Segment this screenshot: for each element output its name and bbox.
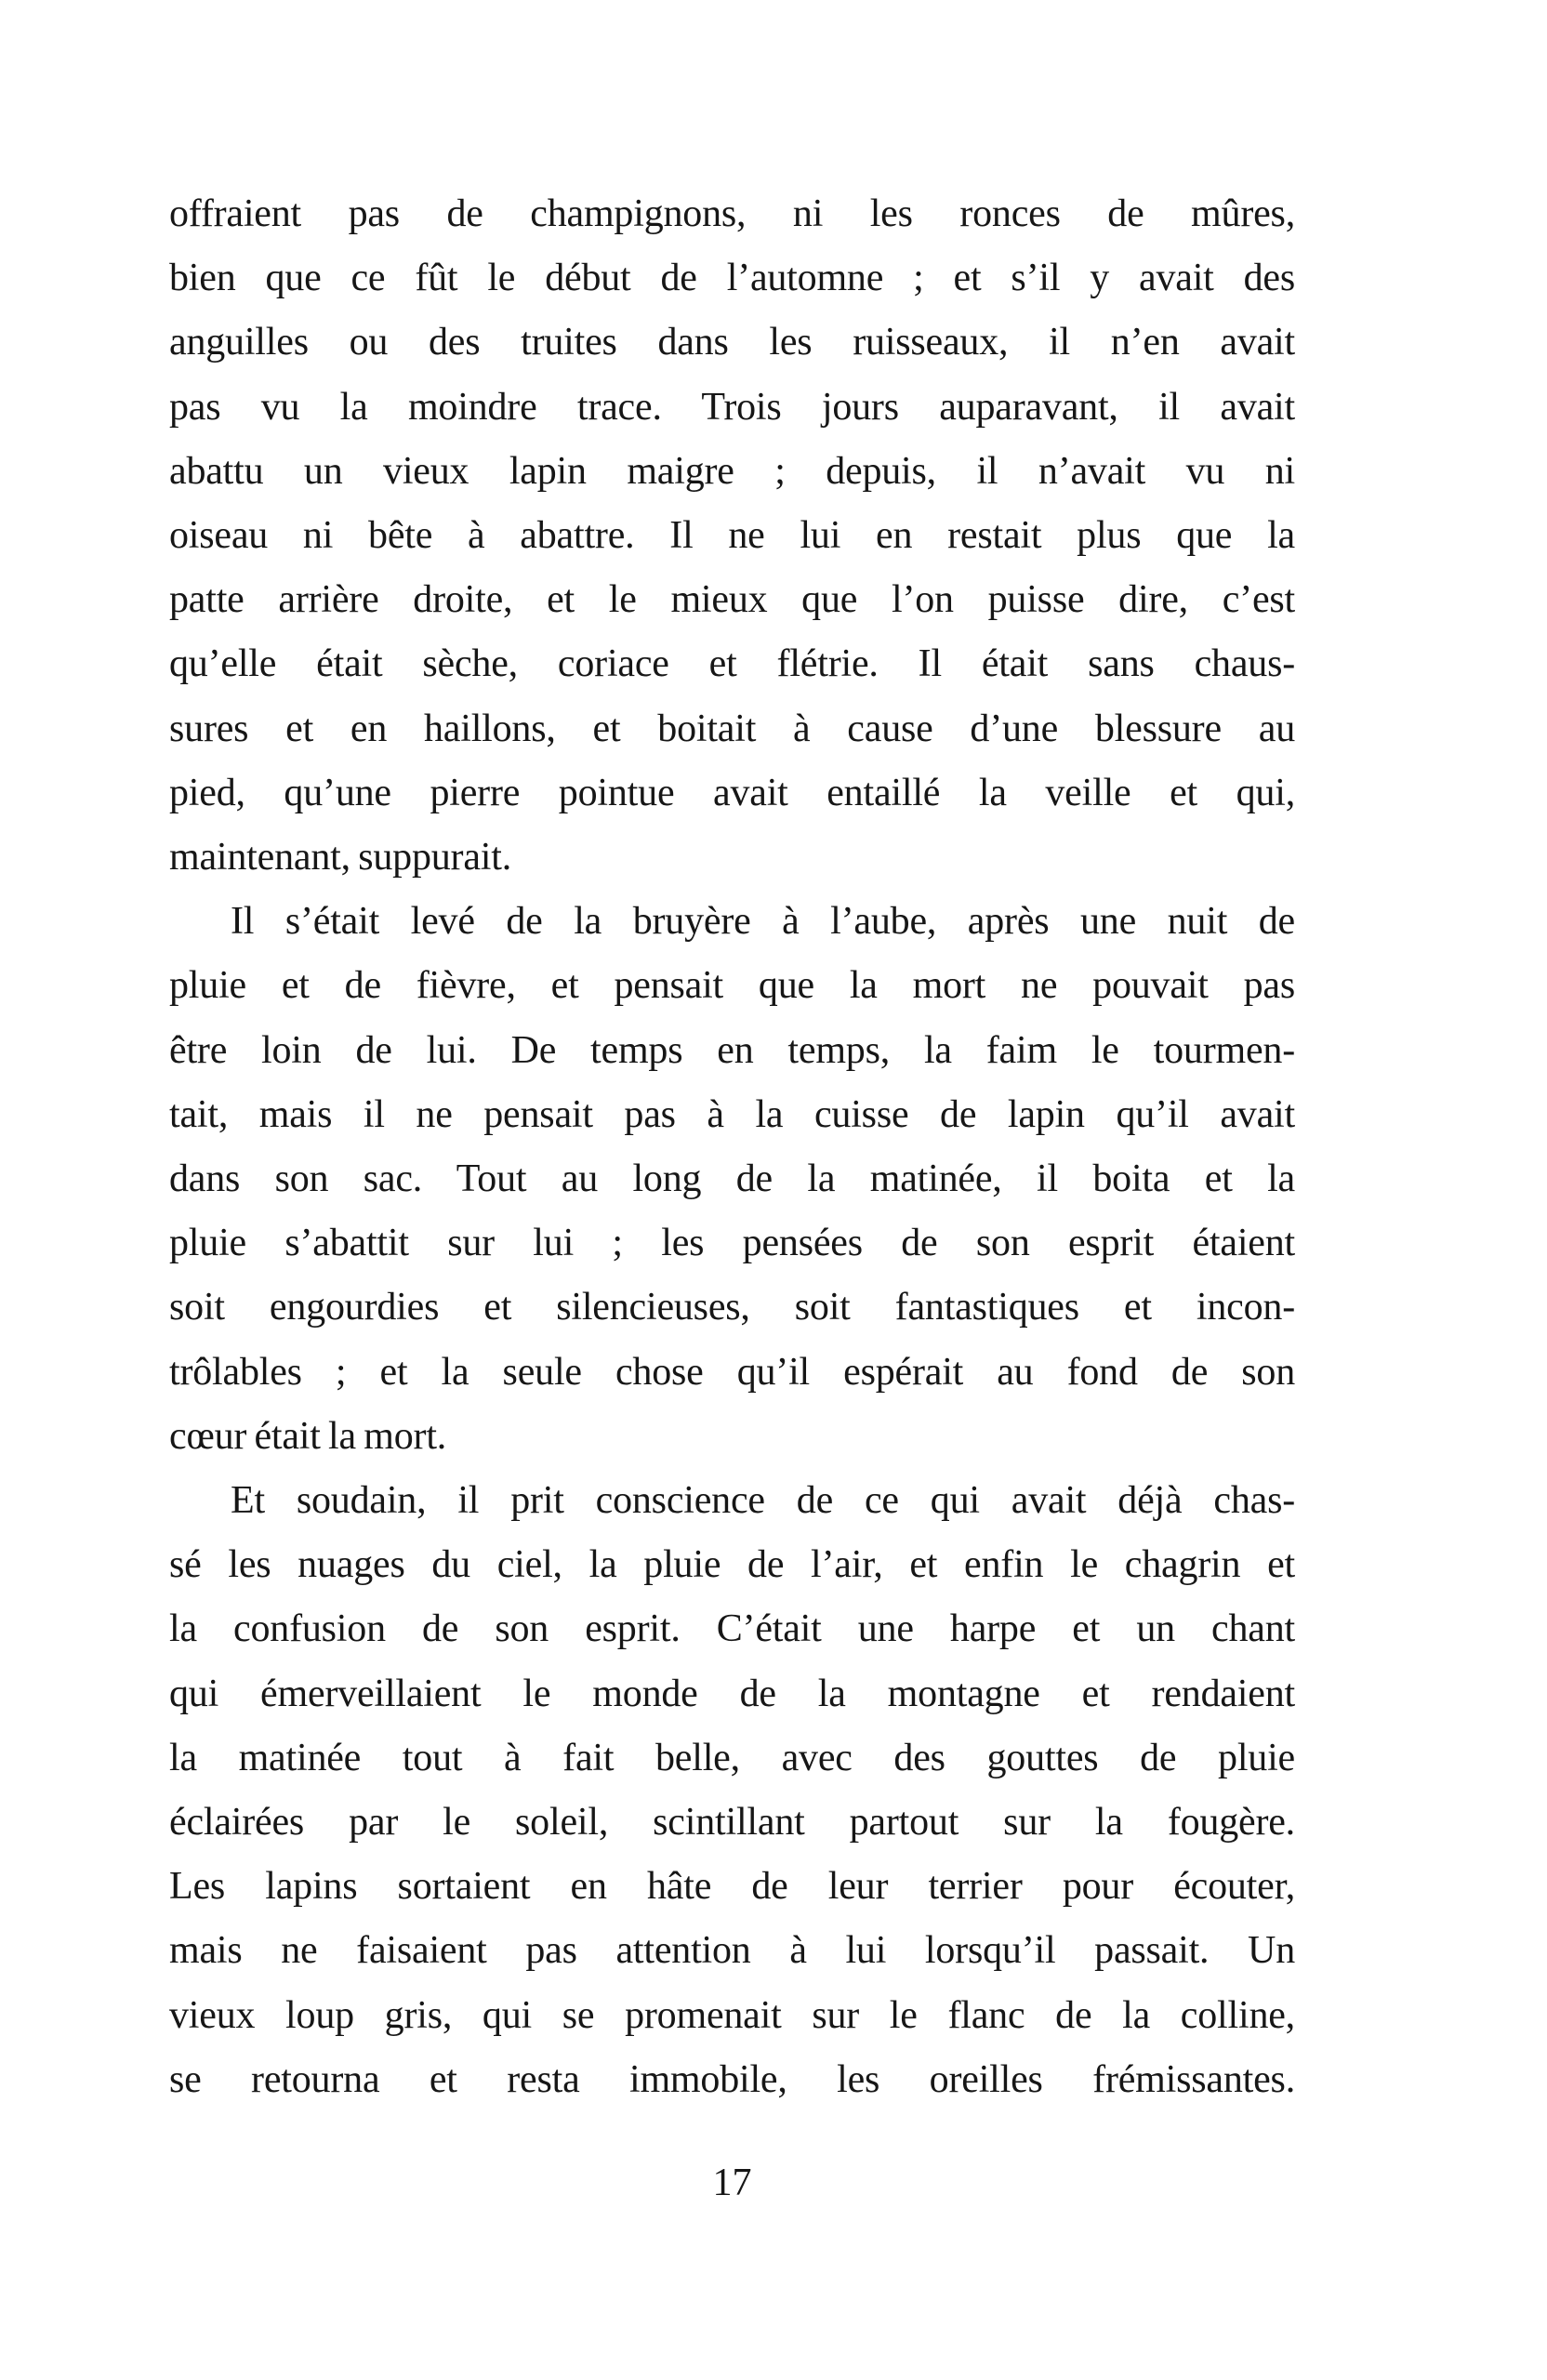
text-line: soit engourdies et silencieuses, soit fantastiques et incon- [169, 1286, 1295, 1329]
text-line: trôlables ; et la seule chose qu’il espérait au fond de son [169, 1350, 1295, 1394]
text-block [169, 182, 1295, 2112]
text-line: tait, mais il ne pensait pas à la cuisse de lapin qu’il avait [169, 1092, 1295, 1136]
text-line: patte arrière droite, et le mieux que l’on puisse dire, c’est [169, 578, 1295, 622]
text-line: la confusion de son esprit. C’était une harpe et un chant [169, 1607, 1295, 1651]
text-line: dans son sac. Tout au long de la matinée, il boita et la [169, 1157, 1295, 1201]
text-line: maintenant, suppurait. [169, 836, 512, 879]
text-line: sé les nuages du ciel, la pluie de l’air, et enfin le chagrin et [169, 1543, 1295, 1587]
paragraph-3 [169, 1469, 1295, 2112]
text-line: oiseau ni bête à abattre. Il ne lui en restait plus que la [169, 514, 1295, 558]
text-line: offraient pas de champignons, ni les ronces de mûres, [169, 192, 1295, 235]
paragraph-2 [169, 890, 1295, 1469]
text-line: la matinée tout à fait belle, avec des gouttes de pluie [169, 1736, 1295, 1779]
text-line: Il s’était levé de la bruyère à l’aube, après une nuit de [231, 900, 1295, 944]
text-line: pluie et de fièvre, et pensait que la mort ne pouvait pas [169, 964, 1295, 1008]
text-line: anguilles ou des truites dans les ruisseaux, il n’en avait [169, 321, 1295, 364]
text-line: mais ne faisaient pas attention à lui lorsqu’il passait. Un [169, 1929, 1295, 1973]
text-line: bien que ce fût le début de l’automne ; et s’il y avait des [169, 257, 1295, 300]
text-line: qui émerveillaient le monde de la montagne et rendaient [169, 1672, 1295, 1715]
text-line: pluie s’abattit sur lui ; les pensées de son esprit étaient [169, 1222, 1295, 1265]
text-line: abattu un vieux lapin maigre ; depuis, il n’avait vu ni [169, 449, 1295, 493]
text-line: qu’elle était sèche, coriace et flétrie. Il était sans chaus- [169, 642, 1295, 686]
text-line: Les lapins sortaient en hâte de leur terrier pour écouter, [169, 1865, 1295, 1909]
text-line: sures et en haillons, et boitait à cause d’une blessure au [169, 707, 1295, 750]
page-number: 17 [712, 2162, 752, 2204]
text-line: cœur était la mort. [169, 1414, 447, 1458]
text-line: se retourna et resta immobile, les oreilles frémissantes. [169, 2057, 1295, 2101]
text-line: éclairées par le soleil, scintillant partout sur la fougère. [169, 1801, 1295, 1844]
text-line: vieux loup gris, qui se promenait sur le flanc de la colline, [169, 1993, 1295, 2037]
paragraph-1 [169, 182, 1295, 890]
text-line: pied, qu’une pierre pointue avait entaillé la veille et qui, [169, 771, 1295, 814]
text-line: être loin de lui. De temps en temps, la faim le tourmen- [169, 1028, 1295, 1072]
text-line: Et soudain, il prit conscience de ce qui avait déjà chas- [231, 1479, 1295, 1523]
text-line: pas vu la moindre trace. Trois jours auparavant, il avait [169, 385, 1295, 429]
